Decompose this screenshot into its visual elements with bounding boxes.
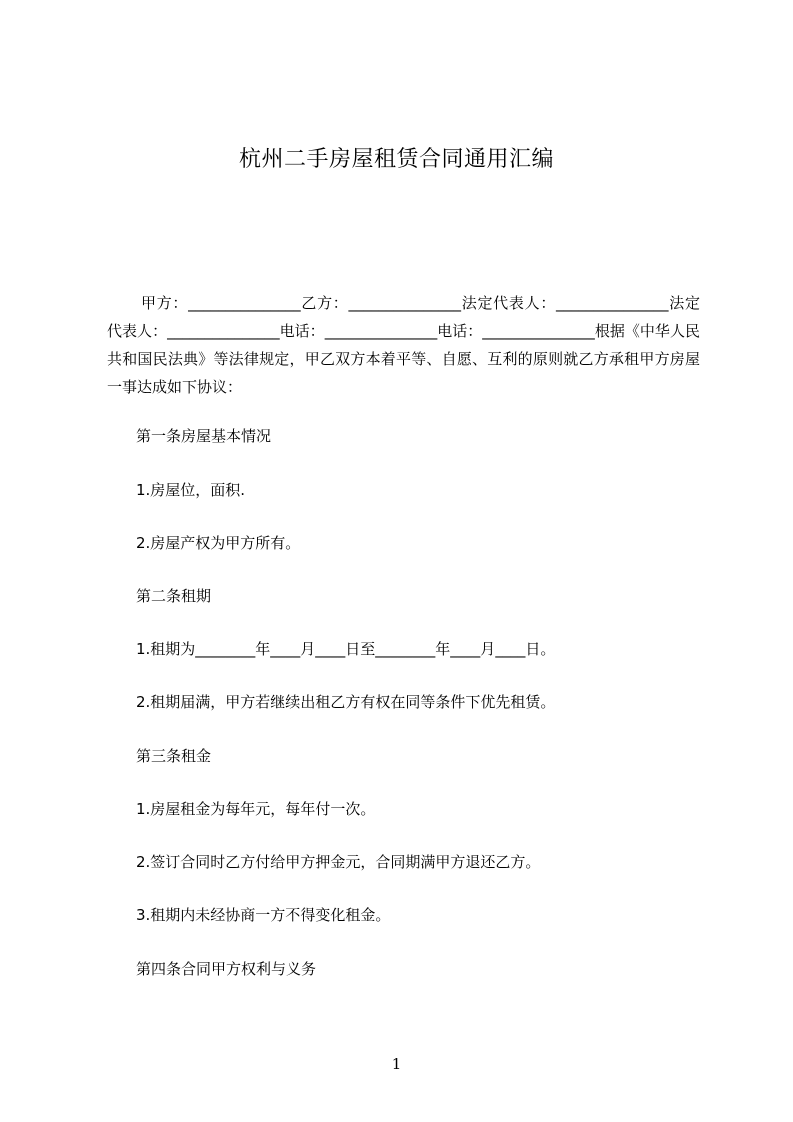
clause-1-2: 2.房屋产权为甲方所有。 xyxy=(136,534,301,552)
section-heading-4: 第四条合同甲方权利与义务 xyxy=(136,960,317,978)
clause-3-3: 3.租期内未经协商一方不得变化租金。 xyxy=(136,906,391,924)
intro-paragraph: 甲方：_______________乙方：_______________法定代表人：_______________法定代表人：_______________电话：_______________电话：_______________根据《中华人民共和国民法典》等法律规定，甲乙双方本着平等、自愿、互利的原则就乙方承租甲方房屋一事达成如下协议： xyxy=(107,294,700,396)
document-title: 杭州二手房屋租赁合同通用汇编 xyxy=(238,147,554,172)
section-heading-2: 第二条租期 xyxy=(136,587,212,605)
clause-3-2: 2.签订合同时乙方付给甲方押金元，合同期满甲方退还乙方。 xyxy=(136,853,541,871)
clause-1-1: 1.房屋位，面积. xyxy=(136,481,246,499)
page-number: 1 xyxy=(391,1055,402,1073)
section-heading-1: 第一条房屋基本情况 xyxy=(136,427,272,445)
clause-2-2: 2.租期届满，甲方若继续出租乙方有权在同等条件下优先租赁。 xyxy=(136,693,556,711)
clause-3-1: 1.房屋租金为每年元，每年付一次。 xyxy=(136,800,376,818)
section-heading-3: 第三条租金 xyxy=(136,747,212,765)
clause-2-1: 1.租期为________年____月____日至________年____月____日。 xyxy=(136,640,556,658)
